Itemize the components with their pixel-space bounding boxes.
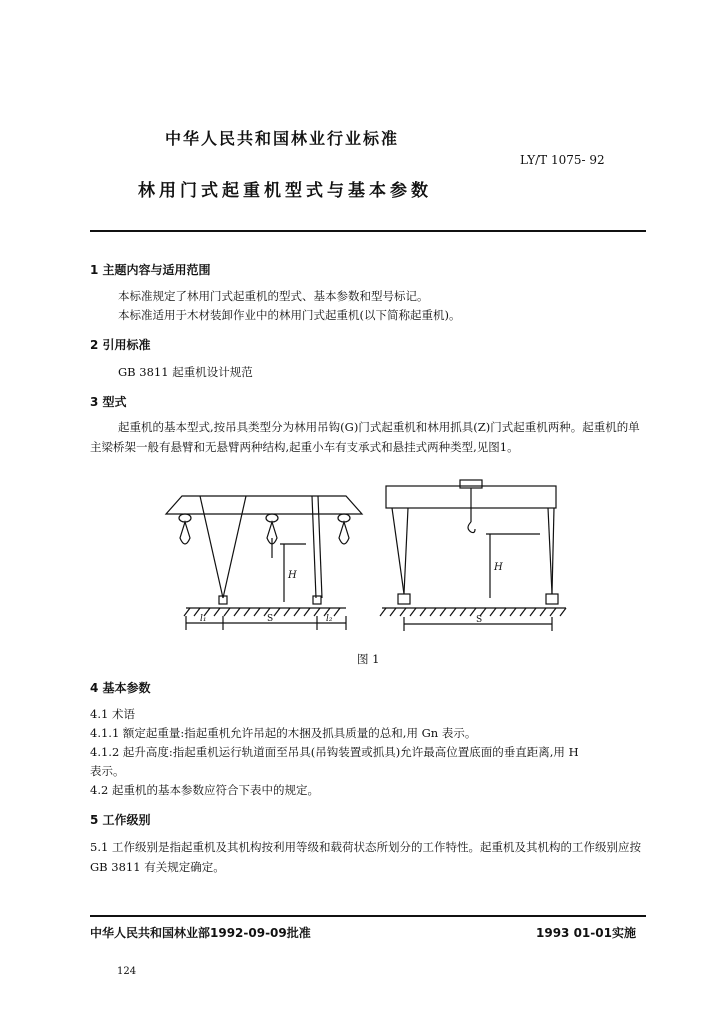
page-number: 124 [117, 966, 137, 977]
clause-4-1: 4.1 术语 [90, 707, 135, 721]
standard-code: LY/T 1075- 92 [520, 153, 605, 167]
section-1-para-1: 本标准规定了林用门式起重机的型式、基本参数和型号标记。 [118, 289, 429, 303]
left-overhang-label: l₁ [200, 614, 207, 624]
cantilever-girder [166, 496, 362, 514]
figure-caption: 图 1 [357, 652, 380, 666]
section-3-paragraph: 起重机的基本型式,按吊具类型分为林用吊钩(G)门式起重机和林用抓具(Z)门式起重机两种。起重机的单主梁桥架一般有悬臂和无悬臂两种结构,起重小车有支承式和悬挂式两种类型,见图1。 [90, 420, 640, 454]
section-5-heading: 5 工作级别 [90, 813, 151, 827]
gantry-crane-diagram [160, 478, 570, 638]
clause-4-1-2-cont: 表示。 [90, 764, 125, 778]
left-h-label: H [288, 570, 297, 581]
section-2-reference: GB 3811 起重机设计规范 [118, 365, 253, 379]
section-2-heading: 2 引用标准 [90, 338, 151, 352]
section-1-heading: 1 主题内容与适用范围 [90, 263, 211, 277]
clause-4-1-1: 4.1.1 额定起重量:指起重机允许吊起的木捆及抓具质量的总和,用 Gn 表示。 [90, 726, 477, 740]
section-1-para-2: 本标准适用于木材装卸作业中的林用门式起重机(以下简称起重机)。 [118, 308, 461, 322]
clause-4-1-2: 4.1.2 起升高度:指起重机运行轨道面至吊具(吊钩装置或抓具)允许最高位置底面的垂直距离,用 H [90, 745, 579, 759]
standard-agency: 中华人民共和国林业行业标准 [165, 129, 400, 148]
header-rule [90, 230, 646, 232]
right-h-label: H [494, 562, 503, 573]
figure-1 [160, 478, 570, 638]
footer-rule [90, 915, 646, 917]
document-title: 林用门式起重机型式与基本参数 [138, 181, 432, 201]
section-3-heading: 3 型式 [90, 395, 127, 409]
approval-note: 中华人民共和国林业部1992-09-09批准 [90, 926, 311, 940]
left-span-label: S [267, 614, 274, 624]
right-span-label: S [476, 615, 483, 625]
clause-4-2: 4.2 起重机的基本参数应符合下表中的规定。 [90, 783, 319, 797]
right-overhang-label: l₂ [326, 614, 333, 624]
section-4-heading: 4 基本参数 [90, 681, 151, 695]
effective-date: 1993 01-01实施 [536, 926, 636, 940]
clause-5-1: 5.1 工作级别是指起重机及其机构按利用等级和载荷状态所划分的工作特性。起重机及其机构的工作级别应按 GB 3811 有关规定确定。 [90, 840, 641, 874]
